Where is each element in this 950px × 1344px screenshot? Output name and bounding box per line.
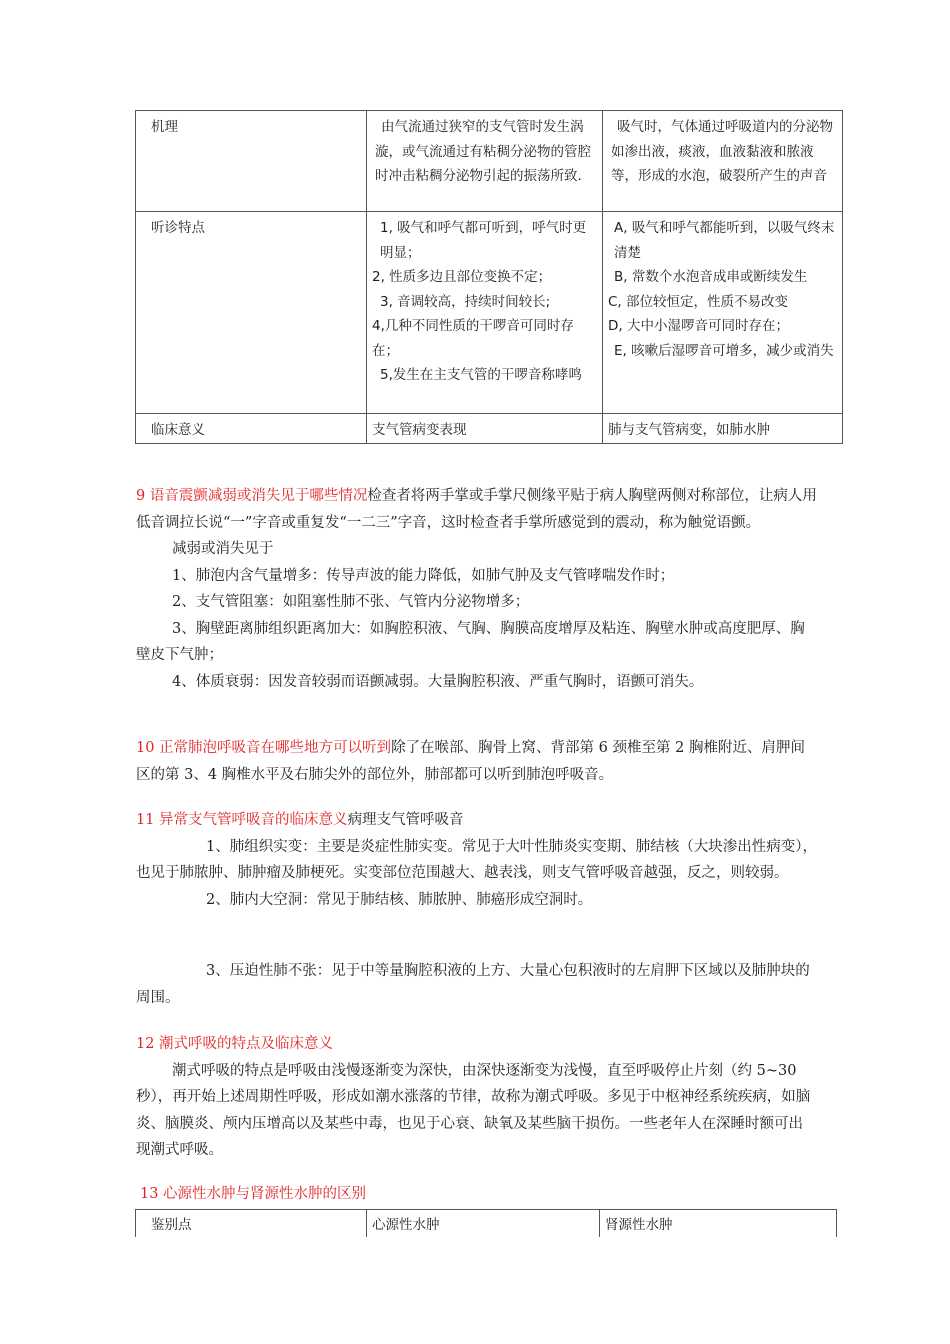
list-item: 4、体质衰弱：因发音较弱而语颤减弱。大量胸腔积液、严重气胸时，语颤可消失。 [172,673,704,690]
q12-title: 12 潮式呼吸的特点及临床意义 [136,1036,334,1052]
section-q12 [136,1031,817,1164]
q9-title: 9 语音震颤减弱或消失见于哪些情况 [136,488,368,504]
section-q11 [136,807,817,913]
q12-text: 潮式呼吸的特点是呼吸由浅慢逐渐变为深快，由深快逐渐变为浅慢，直至呼吸停止片刻（约 5~30 秒），再开始上述周期性呼吸，形成如潮水涨落的节律，故称为潮式呼吸。多见于中枢神经系统疾病，如脑炎、脑膜炎、颅内压增高以及某些中毒，也见于心衰、缺氧及某些脑干损伤。一些老年人在深睡时额可出现潮式呼吸。 [136,1062,811,1158]
q10-paragraph [136,735,817,788]
dry-rale-cell [367,212,603,414]
cell-line: 2, 性质多边且部位变换不定； [372,269,552,285]
q10-title: 10 正常肺泡呼吸音在哪些地方可以听到 [136,740,392,756]
section-q9 [136,483,817,695]
row-label-cell [136,111,367,212]
row-label-cell [136,414,367,444]
table-header-row [136,1210,837,1238]
row-label-cell [136,212,367,414]
cell-line: 3, 音调较高，持续时间较长; [380,293,551,310]
q9-subheading: 减弱或消失见于 [172,541,274,557]
comparison-table [135,110,843,444]
cell-text: 肺与支气管病变，如肺水肿 [608,422,770,438]
row-label: 机理 [151,119,178,135]
cell-text: 支气管病变表现 [372,422,467,438]
cell-line: A, 吸气和呼气都能听到，以吸气终末清楚 [614,220,835,261]
cell-line: C, 部位较恒定，性质不易改变 [608,293,789,310]
section-q13 [140,1181,821,1208]
q9-intro: 检查者将两手掌或手掌尺侧缘平贴于病人胸壁两侧对称部位，让病人用低音调拉长说“一”字音或重复发“一二三”字音，这时检查者手掌所感觉到的震动，称为触觉语颤。 [136,488,817,531]
q9-paragraph [136,483,817,536]
column-header [600,1210,837,1238]
q10-text: 除了在喉部、胸骨上窝、背部第 6 颈椎至第 2 胸椎附近、肩胛间区的第 3、4 胸椎水平及右肺尖外的部位外，肺部都可以听到肺泡呼吸音。 [136,740,805,783]
list-item: 2、支气管阻塞：如阻塞性肺不张、气管内分泌物增多； [172,594,530,610]
list-item: 1、肺泡内含气量增多：传导声波的能力降低，如肺气肿及支气管哮喘发作时； [172,567,675,584]
list-item: 2、肺内大空洞：常见于肺结核、肺脓肿、肺癌形成空洞时。 [206,891,593,908]
list-item: 3、压迫性肺不张：见于中等量胸腔积液的上方、大量心包积液时的左肩胛下区域以及肺肿块的周围。 [136,963,810,1006]
cell-line: 5,发生在主支气管的干啰音称哮鸣 [380,367,582,383]
q11-heading [136,807,817,834]
row-label: 临床意义 [151,422,205,438]
dry-rale-cell [367,414,603,444]
dry-rale-cell [367,111,603,212]
table-row [136,111,843,212]
q11-title: 11 异常支气管呼吸音的临床意义 [136,812,348,828]
cell-line: E, 咳嗽后湿啰音可增多，减少或消失 [614,342,834,359]
cell-text: 吸气时，气体通过呼吸道内的分泌物如渗出液，痰液，血液黏液和脓液等，形成的水泡，破裂所产生的声音 [611,119,833,184]
table-row [136,212,843,414]
list-item: 3、胸壁距离肺组织距离加大：如胸腔积液、气胸、胸膜高度增厚及粘连、胸壁水肿或高度肥厚、胸壁皮下气肿； [136,620,805,663]
header-label: 鉴别点 [151,1217,192,1233]
cell-line: 1, 吸气和呼气都可听到，呼气时更明显； [380,220,587,261]
cell-text: 由气流通过狭窄的支气管时发生涡漩，或气流通过有粘稠分泌物的管腔时冲击粘稠分泌物引起的振荡所致. [375,119,591,184]
q13-title: 13 心源性水肿与肾源性水肿的区别 [140,1186,367,1202]
header-label: 肾源性水肿 [605,1217,673,1233]
header-label: 心源性水肿 [372,1217,440,1233]
cell-line: B, 常数个水泡音成串或断续发生 [614,269,808,285]
section-q11-cont [136,958,817,1011]
wet-rale-cell [603,111,843,212]
list-item: 1、肺组织实变：主要是炎症性肺实变。常见于大叶性肺炎实变期、肺结核（大块渗出性病变），也见于肺脓肿、肺肿瘤及肺梗死。实变部位范围越大、越表浅，则支气管呼吸音越强，反之，则较弱。 [136,838,817,881]
wet-rale-cell [603,212,843,414]
wet-rale-cell [603,414,843,444]
column-header [136,1210,367,1238]
q11-intro: 病理支气管呼吸音 [347,812,464,828]
edema-table [135,1209,837,1237]
table-row [136,414,843,444]
cell-line: 4,几种不同性质的干啰音可同时存在； [372,318,574,359]
row-label: 听诊特点 [151,220,205,236]
section-q10 [136,735,817,788]
cell-line: D, 大中小湿啰音可同时存在； [608,318,789,334]
column-header [367,1210,600,1238]
